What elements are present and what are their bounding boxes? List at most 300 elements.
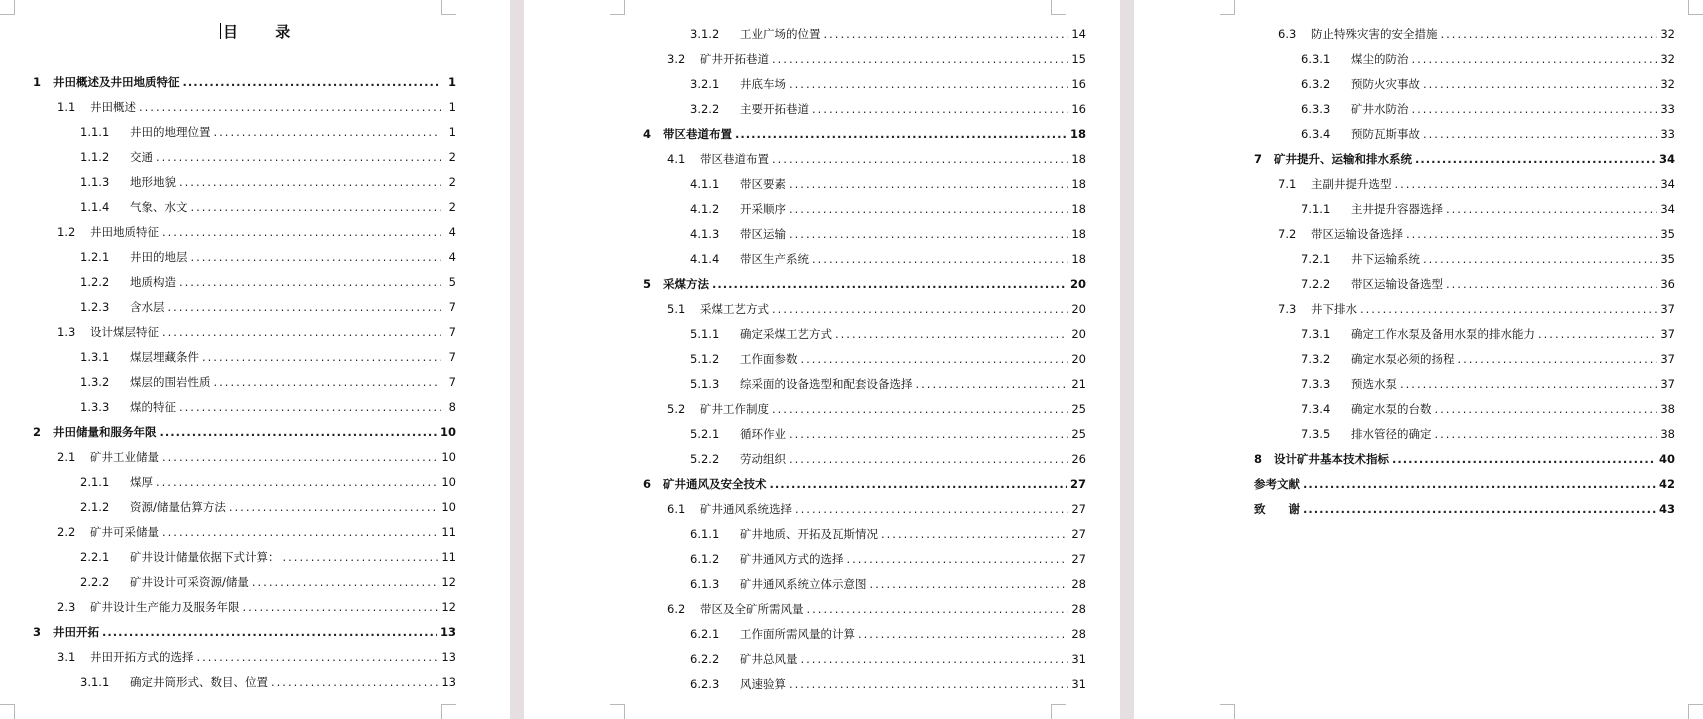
toc-entry-number: 7 bbox=[1254, 152, 1263, 166]
toc-entry[interactable] bbox=[643, 122, 1086, 147]
toc-entry[interactable] bbox=[1254, 47, 1675, 72]
toc-entry[interactable] bbox=[643, 322, 1086, 347]
toc-entry-page: 8 bbox=[448, 400, 456, 414]
toc-entry-page: 26 bbox=[1071, 452, 1086, 466]
toc-entry-label: 矿井设计储量依据下式计算： bbox=[130, 550, 280, 564]
dot-leader bbox=[183, 70, 442, 95]
toc-entry[interactable] bbox=[643, 247, 1086, 272]
toc-entry[interactable] bbox=[1254, 247, 1675, 272]
toc-entry[interactable] bbox=[33, 595, 456, 620]
toc-entry-label: 设计矿井基本技术指标 bbox=[1274, 452, 1389, 466]
toc-entry[interactable] bbox=[33, 345, 456, 370]
toc-entry-label: 参考文献 bbox=[1254, 477, 1300, 491]
toc-entry[interactable] bbox=[643, 72, 1086, 97]
dot-leader bbox=[139, 95, 441, 120]
toc-entry-page: 32 bbox=[1660, 77, 1675, 91]
toc-entry-number: 5 bbox=[643, 277, 652, 291]
toc-entry[interactable] bbox=[643, 472, 1086, 497]
toc-entry-label: 带区巷道布置 bbox=[663, 127, 732, 141]
toc-entry[interactable] bbox=[33, 270, 456, 295]
toc-list bbox=[643, 22, 1086, 697]
toc-entry-label: 井田地质特征 bbox=[90, 225, 159, 239]
toc-entry[interactable] bbox=[643, 597, 1086, 622]
toc-title-text: 目 录 bbox=[223, 23, 307, 41]
toc-entry-page: 1 bbox=[448, 100, 456, 114]
toc-entry-number: 6.3.4 bbox=[1301, 127, 1331, 141]
toc-entry[interactable] bbox=[643, 372, 1086, 397]
dot-leader bbox=[168, 295, 442, 320]
toc-entry-page: 37 bbox=[1660, 377, 1675, 391]
document-page-3 bbox=[1134, 0, 1703, 719]
toc-entry-page: 32 bbox=[1660, 52, 1675, 66]
dot-leader bbox=[735, 122, 1067, 147]
dot-leader bbox=[847, 547, 1069, 572]
toc-entry-page: 7 bbox=[448, 375, 456, 389]
dot-leader bbox=[812, 97, 1068, 122]
toc-entry-number: 4.1 bbox=[667, 152, 686, 166]
dot-leader bbox=[156, 145, 441, 170]
toc-entry[interactable] bbox=[643, 422, 1086, 447]
toc-entry[interactable] bbox=[33, 320, 456, 345]
toc-entry-label: 矿井提升、运输和排水系统 bbox=[1274, 152, 1412, 166]
toc-entry-label: 井底车场 bbox=[740, 77, 786, 91]
toc-entry-page: 37 bbox=[1660, 302, 1675, 316]
toc-entry-page: 28 bbox=[1071, 627, 1086, 641]
toc-entry[interactable] bbox=[33, 395, 456, 420]
toc-entry-page: 28 bbox=[1071, 577, 1086, 591]
toc-entry-page: 4 bbox=[448, 225, 456, 239]
toc-entry-number: 7.3 bbox=[1278, 302, 1297, 316]
toc-entry[interactable] bbox=[643, 647, 1086, 672]
toc-entry-label: 井田储量和服务年限 bbox=[53, 425, 157, 439]
dot-leader bbox=[214, 120, 442, 145]
toc-entry-number: 7.3.3 bbox=[1301, 377, 1331, 391]
dot-leader bbox=[1406, 222, 1657, 247]
toc-entry-label: 预选水泵 bbox=[1351, 377, 1397, 391]
toc-entry-number: 4.1.2 bbox=[690, 202, 720, 216]
toc-entry-number: 1.1.1 bbox=[80, 125, 110, 139]
dot-leader bbox=[807, 597, 1069, 622]
toc-entry-number: 5.1.3 bbox=[690, 377, 720, 391]
dot-leader bbox=[243, 595, 439, 620]
dot-leader bbox=[179, 395, 441, 420]
dot-leader bbox=[812, 247, 1068, 272]
toc-entry[interactable] bbox=[643, 622, 1086, 647]
toc-entry-page: 33 bbox=[1660, 102, 1675, 116]
toc-entry-label: 带区运输设备选择 bbox=[1311, 227, 1403, 241]
dot-leader bbox=[835, 322, 1068, 347]
dot-leader bbox=[1395, 172, 1658, 197]
toc-entry-page: 20 bbox=[1071, 352, 1086, 366]
toc-entry-label: 带区运输设备选型 bbox=[1351, 277, 1443, 291]
toc-entry[interactable] bbox=[643, 397, 1086, 422]
toc-entry-label: 工业广场的位置 bbox=[740, 27, 821, 41]
toc-entry-label: 循环作业 bbox=[740, 427, 786, 441]
toc-entry[interactable] bbox=[33, 95, 456, 120]
dot-leader bbox=[191, 245, 442, 270]
toc-entry-label: 带区要素 bbox=[740, 177, 786, 191]
toc-entry-label: 综采面的设备选型和配套设备选择 bbox=[740, 377, 913, 391]
toc-entry[interactable] bbox=[643, 147, 1086, 172]
toc-entry-number: 2.2.1 bbox=[80, 550, 110, 564]
toc-entry[interactable] bbox=[643, 197, 1086, 222]
toc-entry-label: 采煤工艺方式 bbox=[700, 302, 769, 316]
toc-entry-number: 5.2 bbox=[667, 402, 686, 416]
toc-entry-number: 3.1.2 bbox=[690, 27, 720, 41]
dot-leader bbox=[1400, 372, 1657, 397]
toc-entry-number: 6 bbox=[643, 477, 652, 491]
toc-entry-page: 27 bbox=[1071, 552, 1086, 566]
toc-entry-label: 资源/储量估算方法 bbox=[130, 500, 226, 514]
toc-entry[interactable] bbox=[1254, 147, 1675, 172]
toc-entry-page: 20 bbox=[1069, 277, 1086, 291]
dot-leader bbox=[197, 645, 439, 670]
toc-entry[interactable] bbox=[643, 97, 1086, 122]
toc-entry[interactable] bbox=[643, 672, 1086, 697]
toc-entry[interactable] bbox=[643, 47, 1086, 72]
dot-leader bbox=[789, 72, 1068, 97]
crop-mark bbox=[0, 704, 15, 719]
toc-entry-number: 2 bbox=[33, 425, 42, 439]
dot-leader bbox=[1415, 147, 1656, 172]
toc-entry-number: 7.2.2 bbox=[1301, 277, 1331, 291]
toc-entry-page: 27 bbox=[1069, 477, 1086, 491]
toc-entry-number: 6.2.2 bbox=[690, 652, 720, 666]
toc-entry-page: 2 bbox=[448, 175, 456, 189]
toc-entry-page: 7 bbox=[448, 300, 456, 314]
toc-entry-label: 主副井提升选型 bbox=[1311, 177, 1392, 191]
toc-entry-page: 18 bbox=[1071, 202, 1086, 216]
toc-entry-label: 设计煤层特征 bbox=[90, 325, 159, 339]
toc-entry[interactable] bbox=[1254, 447, 1675, 472]
toc-entry[interactable] bbox=[33, 570, 456, 595]
toc-entry-number: 3.1 bbox=[57, 650, 76, 664]
toc-entry-label: 煤尘的防治 bbox=[1351, 52, 1409, 66]
dot-leader bbox=[1435, 397, 1658, 422]
crop-mark bbox=[0, 0, 15, 15]
toc-entry[interactable] bbox=[33, 70, 456, 95]
toc-entry[interactable] bbox=[33, 195, 456, 220]
dot-leader bbox=[162, 520, 438, 545]
toc-entry-label: 带区生产系统 bbox=[740, 252, 809, 266]
toc-entry-label: 确定水泵必须的扬程 bbox=[1351, 352, 1455, 366]
toc-entry-number: 6.3.2 bbox=[1301, 77, 1331, 91]
toc-entry-number: 2.1.1 bbox=[80, 475, 110, 489]
toc-entry-page: 16 bbox=[1071, 77, 1086, 91]
toc-entry-label: 采煤方法 bbox=[663, 277, 709, 291]
dot-leader bbox=[1303, 472, 1656, 497]
toc-entry-number: 4.1.3 bbox=[690, 227, 720, 241]
toc-entry[interactable] bbox=[643, 222, 1086, 247]
dot-leader bbox=[1538, 322, 1657, 347]
toc-entry-page: 32 bbox=[1660, 27, 1675, 41]
toc-entry-label: 带区巷道布置 bbox=[700, 152, 769, 166]
toc-entry-number: 1.1.2 bbox=[80, 150, 110, 164]
toc-entry[interactable] bbox=[643, 522, 1086, 547]
crop-mark bbox=[441, 704, 456, 719]
toc-entry-page: 10 bbox=[439, 425, 456, 439]
dot-leader bbox=[770, 472, 1067, 497]
toc-entry[interactable] bbox=[33, 495, 456, 520]
toc-entry-number: 2.3 bbox=[57, 600, 76, 614]
dot-leader bbox=[1303, 497, 1656, 522]
dot-leader bbox=[870, 572, 1069, 597]
toc-entry-number: 3.2.1 bbox=[690, 77, 720, 91]
toc-entry-label: 气象、水文 bbox=[130, 200, 188, 214]
toc-entry-label: 矿井工业储量 bbox=[90, 450, 159, 464]
toc-entry[interactable] bbox=[33, 245, 456, 270]
dot-leader bbox=[712, 272, 1067, 297]
toc-entry[interactable] bbox=[33, 470, 456, 495]
toc-entry-number: 1.2.1 bbox=[80, 250, 110, 264]
toc-entry-label: 煤层埋藏条件 bbox=[130, 350, 199, 364]
dot-leader bbox=[1423, 247, 1657, 272]
toc-entry-number: 7.2 bbox=[1278, 227, 1297, 241]
toc-entry[interactable] bbox=[33, 295, 456, 320]
dot-leader bbox=[789, 197, 1068, 222]
toc-entry[interactable] bbox=[643, 447, 1086, 472]
toc-entry-page: 12 bbox=[441, 575, 456, 589]
crop-mark bbox=[610, 0, 625, 15]
document-page-1 bbox=[0, 0, 510, 719]
toc-entry[interactable] bbox=[33, 445, 456, 470]
toc-entry-label: 矿井工作制度 bbox=[700, 402, 769, 416]
toc-entry[interactable] bbox=[33, 620, 456, 645]
toc-entry-label: 地形地貌 bbox=[130, 175, 176, 189]
toc-entry-label: 排水管径的确定 bbox=[1351, 427, 1432, 441]
toc-entry[interactable] bbox=[1254, 197, 1675, 222]
toc-entry-label: 矿井设计可采资源/储量 bbox=[130, 575, 249, 589]
toc-entry-page: 13 bbox=[441, 675, 456, 689]
toc-entry[interactable] bbox=[33, 645, 456, 670]
toc-entry-label: 确定井筒形式、数目、位置 bbox=[130, 675, 268, 689]
toc-entry[interactable] bbox=[33, 670, 456, 695]
toc-entry[interactable] bbox=[643, 347, 1086, 372]
toc-entry-number: 6.2.1 bbox=[690, 627, 720, 641]
toc-entry-label: 矿井地质、开拓及瓦斯情况 bbox=[740, 527, 878, 541]
toc-entry[interactable] bbox=[1254, 372, 1675, 397]
dot-leader bbox=[160, 420, 437, 445]
toc-entry-page: 18 bbox=[1071, 177, 1086, 191]
dot-leader bbox=[1441, 22, 1658, 47]
dot-leader bbox=[789, 672, 1068, 697]
dot-leader bbox=[156, 470, 438, 495]
toc-entry[interactable] bbox=[33, 370, 456, 395]
toc-entry-number: 2.2 bbox=[57, 525, 76, 539]
toc-entry-label: 煤厚 bbox=[130, 475, 153, 489]
toc-entry-number: 2.1 bbox=[57, 450, 76, 464]
toc-entry[interactable] bbox=[1254, 322, 1675, 347]
toc-entry-label: 矿井通风及安全技术 bbox=[663, 477, 767, 491]
toc-entry[interactable] bbox=[1254, 97, 1675, 122]
toc-entry-number: 1.1 bbox=[57, 100, 76, 114]
toc-entry[interactable] bbox=[1254, 347, 1675, 372]
toc-entry-number: 1 bbox=[33, 75, 42, 89]
toc-entry-label: 工作面参数 bbox=[740, 352, 798, 366]
toc-entry-label: 井田开拓 bbox=[53, 625, 99, 639]
toc-entry-number: 7.3.4 bbox=[1301, 402, 1331, 416]
toc-entry-label: 矿井总风量 bbox=[740, 652, 798, 666]
toc-entry[interactable] bbox=[1254, 497, 1675, 522]
toc-entry-number: 6.3.1 bbox=[1301, 52, 1331, 66]
toc-entry[interactable] bbox=[1254, 422, 1675, 447]
toc-entry-label: 工作面所需风量的计算 bbox=[740, 627, 855, 641]
toc-entry-label: 矿井开拓巷道 bbox=[700, 52, 769, 66]
crop-mark bbox=[1051, 0, 1066, 15]
crop-mark bbox=[441, 0, 456, 15]
toc-entry-page: 25 bbox=[1071, 427, 1086, 441]
crop-mark bbox=[1220, 0, 1235, 15]
toc-entry-page: 33 bbox=[1660, 127, 1675, 141]
toc-entry-number: 6.1.1 bbox=[690, 527, 720, 541]
dot-leader bbox=[916, 372, 1069, 397]
toc-entry-number: 6.1.2 bbox=[690, 552, 720, 566]
dot-leader bbox=[179, 270, 441, 295]
dot-leader bbox=[789, 422, 1068, 447]
crop-mark bbox=[1688, 0, 1703, 15]
toc-entry[interactable] bbox=[33, 520, 456, 545]
toc-entry[interactable] bbox=[643, 497, 1086, 522]
toc-entry-number: 6.2 bbox=[667, 602, 686, 616]
crop-mark bbox=[1220, 704, 1235, 719]
dot-leader bbox=[772, 47, 1068, 72]
toc-entry-number: 6.2.3 bbox=[690, 677, 720, 691]
toc-entry[interactable] bbox=[33, 420, 456, 445]
toc-entry[interactable] bbox=[643, 172, 1086, 197]
toc-entry-page: 25 bbox=[1071, 402, 1086, 416]
toc-entry[interactable] bbox=[1254, 297, 1675, 322]
toc-entry[interactable] bbox=[643, 547, 1086, 572]
dot-leader bbox=[102, 620, 437, 645]
crop-mark bbox=[610, 704, 625, 719]
toc-entry[interactable] bbox=[1254, 22, 1675, 47]
toc-entry-number: 7.1 bbox=[1278, 177, 1297, 191]
toc-entry-page: 27 bbox=[1071, 502, 1086, 516]
toc-entry[interactable] bbox=[643, 572, 1086, 597]
dot-leader bbox=[801, 647, 1069, 672]
toc-entry-page: 20 bbox=[1071, 327, 1086, 341]
toc-entry[interactable] bbox=[1254, 72, 1675, 97]
toc-entry-label: 井下运输系统 bbox=[1351, 252, 1420, 266]
toc-entry-page: 21 bbox=[1071, 377, 1086, 391]
toc-entry[interactable] bbox=[33, 545, 456, 570]
toc-entry-label: 井下排水 bbox=[1311, 302, 1357, 316]
toc-entry-label: 带区及全矿所需风量 bbox=[700, 602, 804, 616]
toc-entry-page: 31 bbox=[1071, 677, 1086, 691]
toc-entry-page: 13 bbox=[441, 650, 456, 664]
dot-leader bbox=[772, 297, 1068, 322]
toc-entry-number: 1.3.2 bbox=[80, 375, 110, 389]
toc-entry-label: 主要开拓巷道 bbox=[740, 102, 809, 116]
toc-entry-number: 3 bbox=[33, 625, 42, 639]
dot-leader bbox=[1423, 72, 1657, 97]
dot-leader bbox=[824, 22, 1069, 47]
toc-entry-label: 防止特殊灾害的安全措施 bbox=[1311, 27, 1438, 41]
toc-entry[interactable] bbox=[1254, 472, 1675, 497]
toc-entry-page: 2 bbox=[448, 150, 456, 164]
toc-entry-page: 35 bbox=[1660, 227, 1675, 241]
dot-leader bbox=[795, 497, 1068, 522]
toc-entry[interactable] bbox=[1254, 397, 1675, 422]
toc-list bbox=[33, 70, 456, 695]
toc-entry[interactable] bbox=[33, 145, 456, 170]
toc-entry-number: 6.3.3 bbox=[1301, 102, 1331, 116]
toc-entry-label: 煤层的围岩性质 bbox=[130, 375, 211, 389]
toc-entry-page: 31 bbox=[1071, 652, 1086, 666]
toc-entry-number: 1.1.4 bbox=[80, 200, 110, 214]
toc-entry-number: 3.1.1 bbox=[80, 675, 110, 689]
dot-leader bbox=[229, 495, 438, 520]
toc-entry[interactable] bbox=[33, 120, 456, 145]
dot-leader bbox=[789, 172, 1068, 197]
toc-list bbox=[1254, 22, 1675, 522]
toc-entry[interactable] bbox=[1254, 122, 1675, 147]
dot-leader bbox=[271, 670, 438, 695]
toc-entry-label: 确定采煤工艺方式 bbox=[740, 327, 832, 341]
toc-entry-page: 37 bbox=[1660, 352, 1675, 366]
toc-entry[interactable] bbox=[643, 297, 1086, 322]
dot-leader bbox=[1446, 272, 1657, 297]
toc-entry-page: 14 bbox=[1071, 27, 1086, 41]
dot-leader bbox=[789, 447, 1068, 472]
toc-entry-number: 7.2.1 bbox=[1301, 252, 1331, 266]
toc-entry-label: 矿井水防治 bbox=[1351, 102, 1409, 116]
toc-entry-number: 7.3.1 bbox=[1301, 327, 1331, 341]
toc-entry-label: 井田的地层 bbox=[130, 250, 188, 264]
toc-entry-number: 1.2.3 bbox=[80, 300, 110, 314]
toc-entry-number: 1.3.3 bbox=[80, 400, 110, 414]
toc-entry-number: 7.3.2 bbox=[1301, 352, 1331, 366]
toc-entry[interactable] bbox=[643, 22, 1086, 47]
toc-entry-page: 35 bbox=[1660, 252, 1675, 266]
dot-leader bbox=[772, 397, 1068, 422]
toc-entry-number: 4.1.4 bbox=[690, 252, 720, 266]
toc-entry-number: 1.1.3 bbox=[80, 175, 110, 189]
toc-entry[interactable] bbox=[1254, 272, 1675, 297]
toc-entry[interactable] bbox=[643, 272, 1086, 297]
toc-entry-label: 预防火灾事故 bbox=[1351, 77, 1420, 91]
toc-entry-label: 劳动组织 bbox=[740, 452, 786, 466]
toc-entry-page: 27 bbox=[1071, 527, 1086, 541]
toc-entry-label: 地质构造 bbox=[130, 275, 176, 289]
toc-entry-page: 34 bbox=[1660, 202, 1675, 216]
toc-entry[interactable] bbox=[1254, 222, 1675, 247]
toc-entry-number: 5.2.2 bbox=[690, 452, 720, 466]
toc-entry-label: 井田开拓方式的选择 bbox=[90, 650, 194, 664]
dot-leader bbox=[801, 347, 1069, 372]
toc-entry-page: 10 bbox=[441, 475, 456, 489]
toc-entry-number: 5.1.1 bbox=[690, 327, 720, 341]
toc-entry-label: 风速验算 bbox=[740, 677, 786, 691]
toc-entry[interactable] bbox=[1254, 172, 1675, 197]
toc-entry-number: 5.2.1 bbox=[690, 427, 720, 441]
toc-entry-label: 主井提升容器选择 bbox=[1351, 202, 1443, 216]
toc-entry[interactable] bbox=[33, 170, 456, 195]
crop-mark bbox=[1688, 704, 1703, 719]
toc-entry-number: 7.3.5 bbox=[1301, 427, 1331, 441]
crop-mark bbox=[1051, 704, 1066, 719]
toc-entry[interactable] bbox=[33, 220, 456, 245]
dot-leader bbox=[858, 622, 1068, 647]
toc-entry-page: 18 bbox=[1071, 152, 1086, 166]
dot-leader bbox=[772, 147, 1068, 172]
toc-entry-page: 42 bbox=[1658, 477, 1675, 491]
toc-entry-number: 6.1.3 bbox=[690, 577, 720, 591]
toc-entry-page: 7 bbox=[448, 325, 456, 339]
toc-entry-page: 16 bbox=[1071, 102, 1086, 116]
toc-entry-label: 井田概述 bbox=[90, 100, 136, 114]
toc-entry-page: 18 bbox=[1071, 252, 1086, 266]
